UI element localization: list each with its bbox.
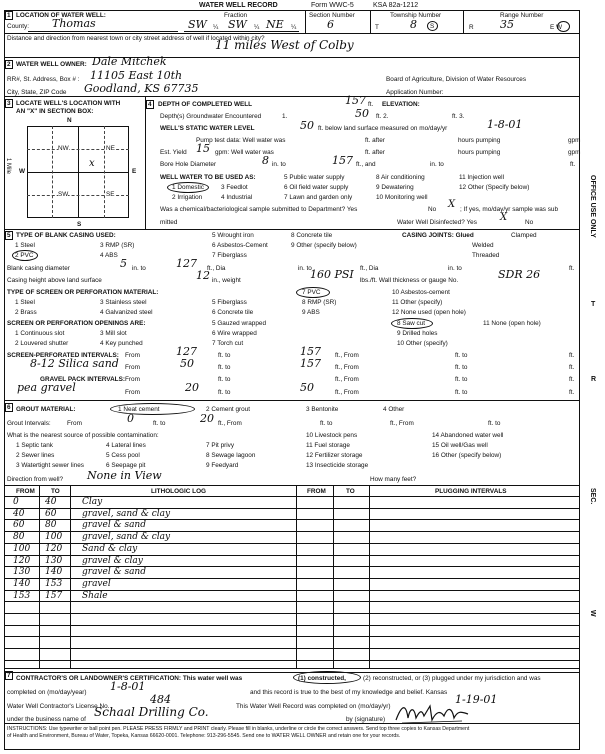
log-to[interactable]: 100	[45, 532, 63, 543]
form-number: Form WWC-5	[311, 2, 354, 9]
plugging-intervals-header: PLUGGING INTERVALS	[435, 488, 507, 495]
log-to[interactable]: 157	[45, 590, 63, 601]
address-label: RR#, St. Address, Box # :	[7, 76, 80, 83]
log-row-line	[4, 648, 580, 649]
well-use-label: WELL WATER TO BE USED AS:	[160, 174, 256, 181]
township-label: Township Number	[390, 12, 442, 19]
chemical-no-x[interactable]: X	[448, 199, 456, 210]
log-from[interactable]: 40	[13, 508, 25, 519]
range-label: Range Number	[500, 12, 544, 19]
address-value[interactable]: 11105 East 10th	[90, 69, 183, 82]
blank-diameter-value[interactable]: 5	[120, 257, 127, 270]
business-label: under the business name of	[7, 716, 86, 723]
completed-label: completed on (mo/day/year)	[7, 689, 87, 696]
ksa-reference: KSA 82a-1212	[373, 2, 419, 9]
application-label: Application Number:	[386, 89, 444, 96]
log-to[interactable]: 140	[45, 567, 63, 578]
yield-value[interactable]: 15	[196, 142, 210, 155]
gravel-from[interactable]: 20	[185, 381, 199, 394]
locate-label-2: AN "X" IN SECTION BOX:	[16, 108, 94, 115]
instructions-line-1: INSTRUCTIONS: Use typewriter or ball point pen. PLEASE PRESS FIRMLY and PRINT clearly. Please fill in blanks, underline or circle the correct answers. Send top three copies to Kansas Department	[7, 726, 470, 732]
depth-value[interactable]: 157	[345, 94, 366, 107]
log-from[interactable]: 100	[13, 543, 31, 554]
bore-to-value[interactable]: 157	[332, 154, 353, 167]
log-from[interactable]: 130	[13, 567, 31, 578]
fraction-label: Fraction	[224, 12, 248, 19]
lithologic-log-header: LITHOLOGIC LOG	[151, 488, 207, 495]
owner-value[interactable]: Dale Mitchek	[92, 55, 167, 68]
log-description[interactable]: Sand & clay	[82, 543, 138, 554]
owner-label: WATER WELL OWNER:	[16, 61, 87, 68]
casing-joints-label: CASING JOINTS: Glued	[402, 232, 474, 239]
certification-label: CONTRACTOR'S OR LANDOWNER'S CERTIFICATION: This water well was	[16, 675, 243, 682]
water-well-record-form: WATER WELL RECORD Form WWC-5 KSA 82a-1212 1 LOCATION OF WATER WELL: County: Thomas Fraction SW ¼ SW ¼ NE ¼ Section Number 6 Township Number T 8 S Range Number R 35 E W Distance and direction from nearest town or city street address of well if located within city? 11 miles West of Colby 2 WATER WELL OWNER: Dale Mitchek RR#, St. Address, Box # : 11105 East 10th City, State, ZIP Code Goodland, KS 67735 Board of Agriculture, Division of Water Resources Application Number: 3 LOCATE WELL'S LOCATION WITH AN "X" IN SECTION BOX: N NW NE SW SE x W E S 1 Mile 4 DEPTH OF COMPLETED WELL 157 ft. ELEVATION: Depth(s) Groundwater Encountered 1. 50 ft. 2. ft. 3. WELL'S STATIC WATER LEVEL 50 ft. below land surface measured on mo/day/yr 1-8-01 Pump test data: Well water was ft. after hours pumping gpm Est. Yield 15 gpm: Well water was ft. after hours pumping gpm Bore Hole Diameter 8 in. to 157 ft., and in. to ft. WELL WATER TO BE USED AS: 5 Public water supply 8 Air conditioning 11 Injection well 1 Domestic 3 Feedlot 6 Oil field water supply 9 Dewatering 12 Other (Specify below) 2 Irrigation 4 Industrial 7 Lawn and garden only 10 Monitoring well Was a chemical/bacteriological sample submitted to Department? Yes No X ; If yes, mo/day/yr sample was sub mitted Water Well Disinfected? Yes X No 5 TYPE OF BLANK CASING USED: 5 Wrought iron 8 Concrete tile CASING JOINTS: Glued Clamped 1 Steel 3 RMP (SR) 6 Asbestos-Cement 9 Other (specify below) Welded 2 PVC 4 ABS 7 Fiberglass Threaded Blank casing diameter 5 in. to 127 ft., Dia in. to ft., Dia in. to ft. Casing height above land surface 12 in., weight 160 PSI lbs./ft. Wall thickness or gauge No. SDR 26 TYPE OF SCREEN OR PERFORATION MATERIAL: 7 PVC 10 Asbestos-cement 1 Steel 3 Stainless steel 5 Fiberglass 8 RMP (SR) 11 Other (specify) 2 Brass 4 Galvanized steel 6 Concrete tile 9 ABS 12 None used (open hole) SCREEN OR PERFORATION OPENINGS ARE: 5 Gauzed wrapped 8 Saw cut 11 None (open hole) 1 Continuous slot 3 Mill slot 6 Wire wrapped 9 Drilled holes 2 Louvered shutter 4 Key punched 7 Torch cut 10 Other (specify) SCREEN-PERFORATED INTERVALS: From 127 ft. to 157 ft., From ft. to ft. 8-12 Silica sand From 50 ft. to 157 ft., From ft. to ft. GRAVEL PACK INTERVALS: From ft. to ft., From ft. to ft. pea gravel From 20 ft. to 50 ft., From ft. to ft. 6 GROUT MATERIAL: 1 Neat cement 2 Cement grout 3 Bentonite 4 Other Grout Intervals: From 0 ft. to 20 ft., From ft. to ft., From ft. to What is the nearest source of possible contamination: 10 Livestock pens 14 Abandoned water well 1 Septic tank 4 Lateral lines 7 Pit privy 11 Fuel storage 15 Oil well/Gas well 2 Sewer lines 5 Cess pool 8 Sewage lagoon 12 Fertilizer storage 16 Other (specify below) 3 Watertight sewer lines 6 Seepage pit 9 Feedyard 13 Insecticide storage Direction from well? None in View How many feet? FROM TO LITHOLOGIC LOG FROM TO PLUGGING INTERVALS 0 40 Clay 40 60 gravel, sand & clay 60 80 gravel & sand 80 100 gravel, sand & clay 100 120 Sand & clay 120 130 gravel & clay 130 140 gravel & sand 140 153 gravel 153 157 Shale 7 CONTRACTOR'S OR LANDOWNER'S CERTIFICATION: This water well was (1) constructed, (2) reconstructed, or (3) plugged under my jurisdiction and was completed on (mo/day/year) 1-8-01 and this record is true to the best of my knowledge and belief. Kansas Water Well Contractor's License No. 484 This Water Well Record was completed on (mo/day/yr) 1-19-01 under the business name of Schaal Drilling Co. by (signature) INSTRUCTIONS: Use typewriter or ball point pen. PLEASE PRESS FIRMLY and PRINT clearly. Please fill in blanks, underline or circle the correct answers. Send top three copies to Kansas Department of Health and Environment, Bureau of Water, Topeka, Kansas 66620-0001. Telephone: 913-296-5545. Send one to WATER WELL OWNER and retain one for your records. OFFICE USE ONLY T R SEC. W	[0, 0, 605, 754]
city-value[interactable]: Goodland, KS 67735	[84, 82, 199, 95]
blank-to-value[interactable]: 127	[176, 257, 197, 270]
completed-value[interactable]: 1-8-01	[110, 680, 146, 693]
grout-intervals-label: Grout Intervals:	[7, 420, 51, 427]
weight-value[interactable]: 160 PSI	[310, 268, 354, 281]
section-number-label: Section Number	[309, 12, 355, 19]
log-to[interactable]: 153	[45, 578, 63, 589]
groundwater-label: Depth(s) Groundwater Encountered	[160, 113, 262, 120]
log-to[interactable]: 60	[45, 508, 57, 519]
log-from[interactable]: 140	[13, 578, 31, 589]
yield-label: Est. Yield	[160, 149, 187, 156]
locate-label-1: LOCATE WELL'S LOCATION WITH	[16, 100, 121, 107]
screen-type-label: TYPE OF SCREEN OR PERFORATION MATERIAL:	[7, 289, 159, 296]
direction-label: Direction from well?	[7, 476, 64, 483]
log-description[interactable]: Shale	[82, 590, 108, 601]
instructions-line-2: of Health and Environment, Bureau of Water, Topeka, Kansas 66620-0001. Telephone: 913-296-5545. Send one to WATER WELL OWNER and retain one for your records.	[7, 733, 401, 739]
county-label: County:	[7, 23, 30, 30]
direction-value[interactable]: None in View	[87, 469, 162, 482]
bore-label: Bore Hole Diameter	[160, 161, 217, 168]
perf-2-from[interactable]: 50	[180, 357, 194, 370]
perf-1-to[interactable]: 157	[300, 345, 321, 358]
gravel-intervals-label: GRAVEL PACK INTERVALS:	[40, 376, 125, 383]
gauge-value[interactable]: SDR 26	[498, 268, 541, 281]
gravel-to[interactable]: 50	[300, 381, 314, 394]
log-to[interactable]: 40	[45, 497, 57, 507]
log-from[interactable]: 80	[13, 532, 25, 543]
perforated-intervals-label: SCREEN-PERFORATED INTERVALS:	[7, 352, 119, 359]
log-from[interactable]: 120	[13, 555, 31, 566]
pump-test-label: Pump test data: Well water was	[196, 137, 286, 144]
license-label: Water Well Contractor's License No.	[7, 703, 110, 710]
log-description[interactable]: Clay	[82, 497, 103, 507]
log-description[interactable]: gravel	[82, 578, 111, 589]
west-circle	[557, 21, 570, 32]
perf-1-from[interactable]: 127	[176, 345, 197, 358]
well-location-x[interactable]: x	[89, 158, 95, 169]
section-number-value[interactable]: 6	[327, 18, 334, 31]
log-row-line	[4, 636, 580, 637]
log-to[interactable]: 130	[45, 555, 63, 566]
disinfected-question: Water Well Disinfected? Yes	[397, 219, 477, 226]
fraction-2[interactable]: SW	[228, 18, 247, 31]
township-value[interactable]: 8	[410, 18, 417, 31]
static-date-value[interactable]: 1-8-01	[487, 118, 523, 131]
depth-label: DEPTH OF COMPLETED WELL	[158, 101, 253, 108]
record-date-value[interactable]: 1-19-01	[455, 693, 498, 706]
static-level-value[interactable]: 50	[300, 119, 314, 132]
log-from[interactable]: 60	[13, 520, 25, 531]
form-title: WATER WELL RECORD	[199, 2, 278, 9]
static-level-label: WELL'S STATIC WATER LEVEL	[160, 125, 255, 132]
groundwater-1-value[interactable]: 50	[355, 107, 369, 120]
log-row-line	[4, 660, 580, 661]
range-value[interactable]: 35	[500, 18, 514, 31]
fraction-1[interactable]: SW	[188, 18, 207, 31]
log-from[interactable]: 0	[13, 497, 19, 507]
board-text: Board of Agriculture, Division of Water Resources	[386, 76, 527, 83]
log-description[interactable]: gravel & sand	[82, 567, 146, 578]
log-to[interactable]: 120	[45, 543, 63, 554]
chemical-sample-question: Was a chemical/bacteriological sample submitted to Department? Yes	[160, 206, 358, 213]
bore-value[interactable]: 8	[262, 154, 269, 167]
distance-value[interactable]: 11 miles West of Colby	[215, 38, 354, 52]
county-value[interactable]: Thomas	[52, 17, 96, 30]
distance-label: Distance and direction from nearest town or city street address of well if located within city?	[7, 35, 265, 42]
location-label: LOCATION OF WATER WELL:	[16, 12, 106, 19]
log-row-line	[4, 672, 580, 673]
log-description[interactable]: gravel & sand	[82, 520, 146, 531]
contamination-label: What is the nearest source of possible contamination:	[7, 432, 159, 439]
log-description[interactable]: gravel, sand & clay	[82, 508, 171, 519]
log-row-line	[4, 625, 580, 626]
casing-height-value[interactable]: 12	[196, 269, 210, 282]
log-to[interactable]: 80	[45, 520, 57, 531]
log-description[interactable]: gravel, sand & clay	[82, 532, 171, 543]
casing-type-label: TYPE OF BLANK CASING USED:	[16, 232, 116, 239]
fraction-3[interactable]: NE	[266, 18, 284, 31]
office-use-label: OFFICE USE ONLY	[589, 175, 596, 238]
section-1-number: 1	[7, 12, 11, 19]
grout-label: GROUT MATERIAL:	[16, 406, 76, 413]
openings-label: SCREEN OR PERFORATION OPENINGS ARE:	[7, 320, 146, 327]
perf-note[interactable]: 8-12 Silica sand	[30, 357, 119, 370]
disinfected-yes-x[interactable]: X	[500, 212, 508, 223]
log-from[interactable]: 153	[13, 590, 31, 601]
grout-from-value[interactable]: 0	[127, 412, 134, 425]
log-row-line	[4, 613, 580, 614]
business-value[interactable]: Schaal Drilling Co.	[94, 705, 209, 719]
gravel-note[interactable]: pea gravel	[17, 381, 76, 394]
perf-2-to[interactable]: 157	[300, 357, 321, 370]
log-description[interactable]: gravel & clay	[82, 555, 143, 566]
license-value[interactable]: 484	[150, 693, 171, 706]
blank-diameter-label: Blank casing diameter	[7, 265, 70, 272]
casing-height-label: Casing height above land surface	[7, 277, 102, 284]
city-label: City, State, ZIP Code	[7, 89, 67, 96]
elevation-label: ELEVATION:	[382, 101, 420, 108]
grout-to-value[interactable]: 20	[200, 412, 214, 425]
